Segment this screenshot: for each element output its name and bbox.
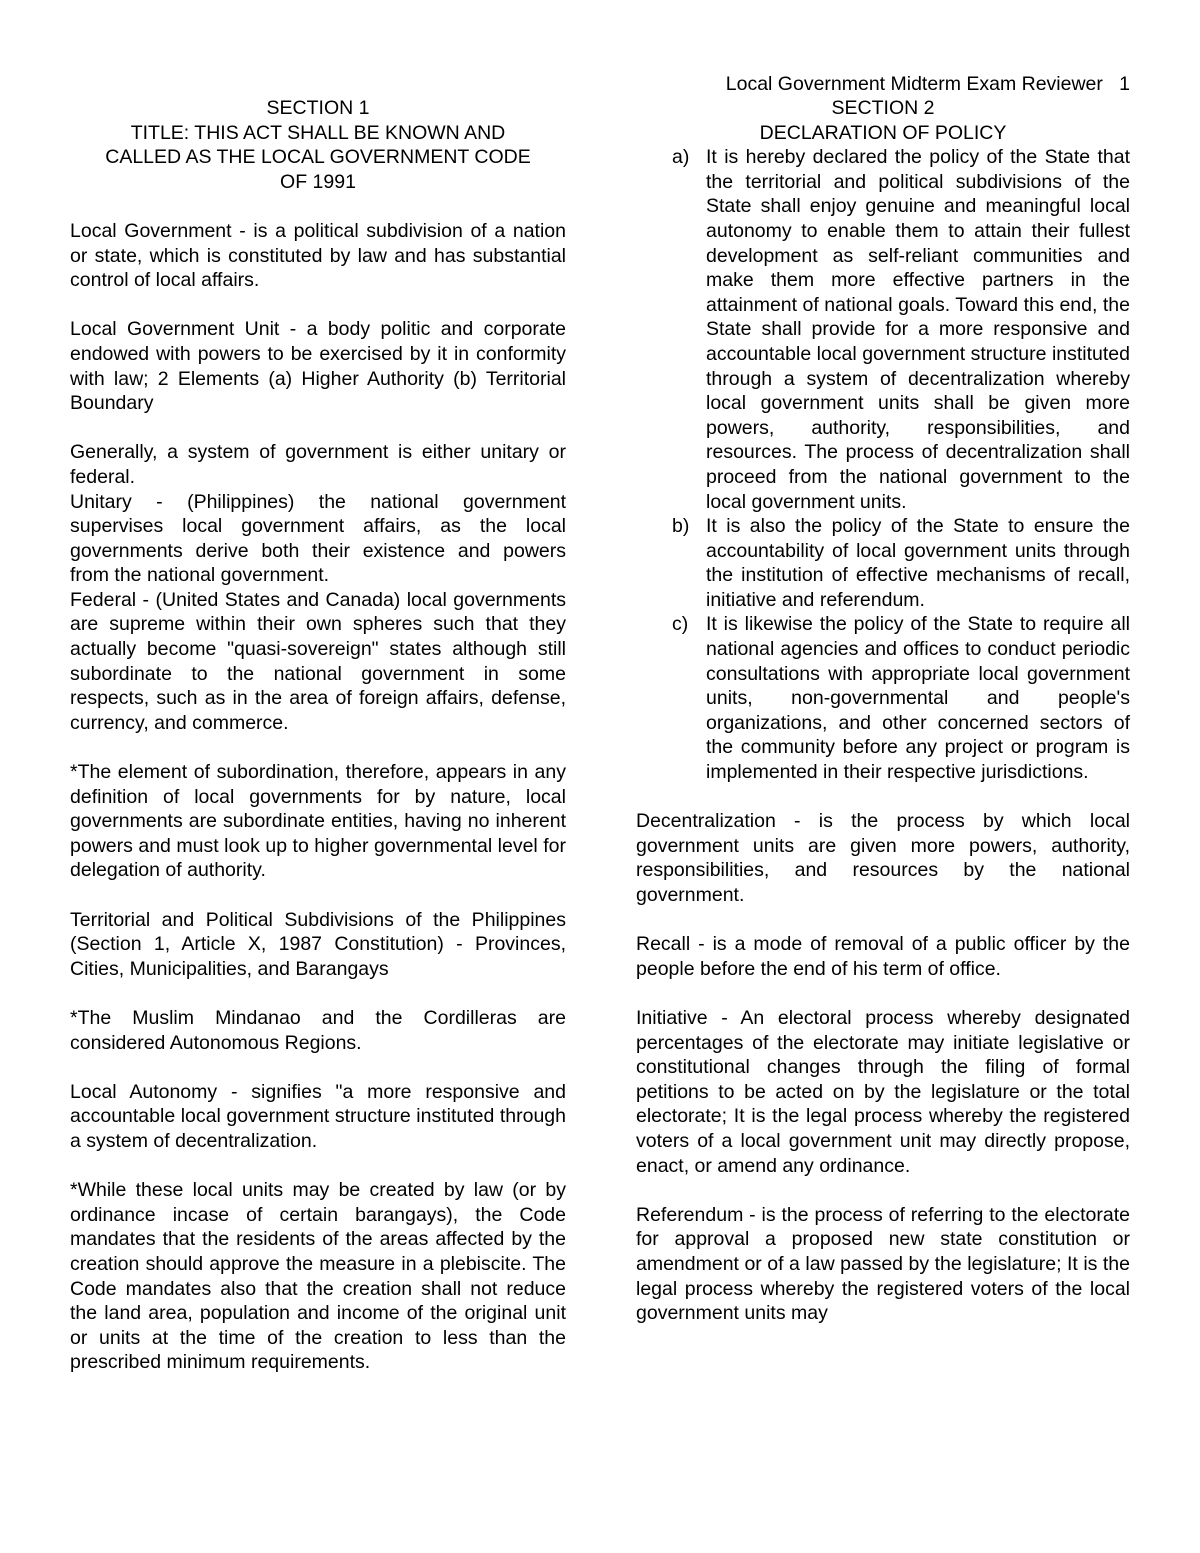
paragraph-plebiscite: *While these local units may be created by law (or by ordinance incase of certain barangays), the Code mandates that the residents of the areas affected by the creation should approve the measure in a plebiscite. The Code mandates also that the creation shall not reduce the land area, population and income of the original unit or units at the time of the creation to less than the prescribed minimum requirements. xyxy=(70,1179,566,1374)
paragraph-decentralization: Decentralization - is the process by which local government units are given more powers, authority, responsibilities, and resources by the national government. xyxy=(636,810,1130,906)
list-marker: a) xyxy=(672,146,690,169)
paragraph-autonomous-regions: *The Muslim Mindanao and the Cordilleras are considered Autonomous Regions. xyxy=(70,1006,566,1054)
paragraph-initiative: Initiative - An electoral process whereby designated percentages of the electorate may initiate legislative or constitutional changes through the filing of formal petitions to be acted on by the legislature or the total electorate; It is the legal process whereby the registered voters of a local government unit may directly propose, enact, or amend any ordinance. xyxy=(636,1006,1130,1177)
list-item-text: It is likewise the policy of the State to require all national agencies and offices to conduct periodic consultations with appropriate local government units, non-governmental and people's organizations, and other concerned sectors of the community before any project or program is implemented in their respective jurisdictions. xyxy=(706,613,1130,784)
paragraph-federal: Federal - (United States and Canada) local governments are supreme within their own spheres such that they actually become "quasi-sovereign" states although still subordinate to the national government in some respects, such as in the area of foreign affairs, defense, currency, and commerce. xyxy=(70,588,566,734)
heading-line: SECTION 2 xyxy=(831,97,935,119)
section-1-heading xyxy=(70,96,566,194)
page-header: Local Government Midterm Exam Reviewer 1 xyxy=(725,73,1130,95)
paragraph-referendum: Referendum - is the process of referring to the electorate for approval a proposed new state constitution or amendment or of a law passed by the legislature; It is the legal process whereby the registered voters of the local government units may xyxy=(636,1203,1130,1325)
heading-line: TITLE: THIS ACT SHALL BE KNOWN AND xyxy=(130,121,506,144)
policy-list xyxy=(636,145,1130,784)
paragraph-local-government-unit: Local Government Unit - a body politic and corporate endowed with powers to be exercised by it in conformity with law; 2 Elements (a) Higher Authority (b) Territorial Boundary xyxy=(70,318,566,415)
paragraph-unitary: Unitary - (Philippines) the national government supervises local government affairs, as the local governments derive both their existence and powers from the national government. xyxy=(70,490,566,587)
paragraph-local-autonomy: Local Autonomy - signifies "a more responsive and accountable local government structure instituted through a system of decentralization. xyxy=(70,1080,566,1152)
list-marker: b) xyxy=(672,515,690,538)
paragraph-subordination: *The element of subordination, therefore, appears in any definition of local governments for by nature, local governments are subordinate entities, having no inherent powers and must look up to higher governmental level for delegation of authority. xyxy=(70,761,566,882)
heading-line: SECTION 1 xyxy=(266,97,370,119)
list-item-text: It is hereby declared the policy of the State that the territorial and political subdivisions of the State shall enjoy genuine and meaningful local autonomy to enable them to attain their fullest development as self-reliant communities and make them more effective partners in the attainment of national goals. Toward this end, the State shall provide for a more responsive and accountable local government structure instituted through a system of decentralization whereby local government units shall be given more powers, authority, responsibilities, and resources. The process of decentralization shall proceed from the national government to the local government units. xyxy=(706,146,1130,513)
heading-line: CALLED AS THE LOCAL GOVERNMENT CODE xyxy=(105,146,531,169)
list-marker: c) xyxy=(672,613,689,636)
list-item xyxy=(636,612,1130,784)
heading-line: DECLARATION OF POLICY xyxy=(759,121,1007,144)
left-column xyxy=(70,96,566,1399)
paragraph-system-of-government: Generally, a system of government is either unitary or federal. xyxy=(70,441,566,488)
heading-line: OF 1991 xyxy=(280,170,356,193)
right-column xyxy=(636,96,1130,1326)
list-item xyxy=(636,145,1130,514)
section-2-heading xyxy=(636,96,1130,145)
list-item-text: It is also the policy of the State to ensure the accountability of local government units through the institution of effective mechanisms of recall, initiative and referendum. xyxy=(706,515,1130,611)
paragraph-local-government: Local Government - is a political subdivision of a nation or state, which is constituted by law and has substantial control of local affairs. xyxy=(70,219,566,292)
paragraph-territorial-subdivisions: Territorial and Political Subdivisions of the Philippines (Section 1, Article X, 1987 Constitution) - Provinces, Cities, Municipalities, and Barangays xyxy=(70,908,566,980)
list-item xyxy=(636,514,1130,612)
paragraph-recall: Recall - is a mode of removal of a public officer by the people before the end of his term of office. xyxy=(636,933,1130,980)
